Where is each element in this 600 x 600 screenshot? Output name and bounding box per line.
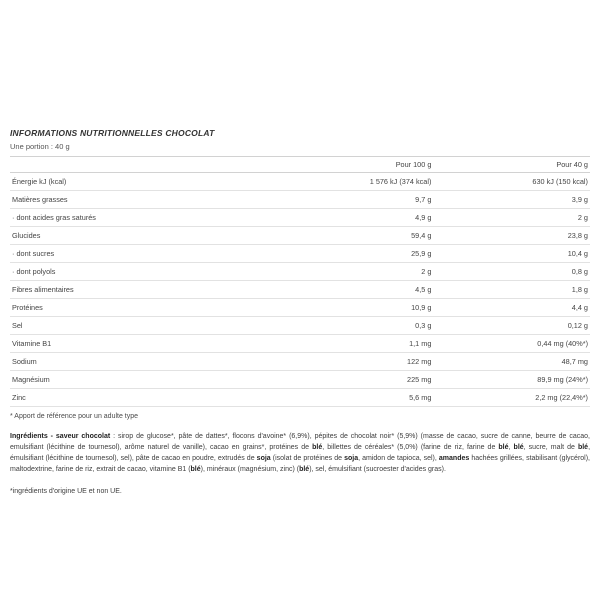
value-per-40g: 23,8 g xyxy=(433,227,590,245)
table-row xyxy=(10,299,590,317)
nutrient-name: Vitamine B1 xyxy=(10,335,277,353)
value-per-100g: 4,5 g xyxy=(277,281,434,299)
nutrition-facts-block xyxy=(10,128,590,420)
table-row xyxy=(10,335,590,353)
origin-note: *ingrédients d'origine UE et non UE. xyxy=(10,488,122,495)
value-per-100g: 10,9 g xyxy=(277,299,434,317)
value-per-40g: 4,4 g xyxy=(433,299,590,317)
value-per-40g: 2,2 mg (22,4%*) xyxy=(433,389,590,407)
nutrient-name: Sodium xyxy=(10,353,277,371)
nutrient-name: Zinc xyxy=(10,389,277,407)
value-per-40g: 3,9 g xyxy=(433,191,590,209)
value-per-40g: 48,7 mg xyxy=(433,353,590,371)
ingredients-paragraph xyxy=(10,432,590,475)
nutrition-table xyxy=(10,156,590,407)
nutrient-name: Fibres alimentaires xyxy=(10,281,277,299)
table-row xyxy=(10,209,590,227)
table-row xyxy=(10,353,590,371)
table-row xyxy=(10,281,590,299)
table-body xyxy=(10,173,590,407)
value-per-100g: 2 g xyxy=(277,263,434,281)
table-row xyxy=(10,317,590,335)
nutrient-name: · dont acides gras saturés xyxy=(10,209,277,227)
table-header-row xyxy=(10,157,590,173)
column-header-per-40g: Pour 40 g xyxy=(433,157,590,173)
nutrient-name: · dont polyols xyxy=(10,263,277,281)
value-per-100g: 59,4 g xyxy=(277,227,434,245)
value-per-40g: 89,9 mg (24%*) xyxy=(433,371,590,389)
value-per-40g: 0,8 g xyxy=(433,263,590,281)
reference-intake-footnote: * Apport de référence pour un adulte type xyxy=(10,413,139,420)
nutrient-name: · dont sucres xyxy=(10,245,277,263)
value-per-40g: 1,8 g xyxy=(433,281,590,299)
column-header-per-100g: Pour 100 g xyxy=(277,157,434,173)
nutrient-name: Matières grasses xyxy=(10,191,277,209)
table-header xyxy=(10,157,590,173)
value-per-40g: 630 kJ (150 kcal) xyxy=(433,173,590,191)
nutrient-name: Sel xyxy=(10,317,277,335)
value-per-100g: 25,9 g xyxy=(277,245,434,263)
value-per-100g: 0,3 g xyxy=(277,317,434,335)
ingredients-text: : sirop de glucose*, pâte de dattes*, flocons d'avoine* (6,9%), pépites de chocolat noir* (5,9%) (masse de cacao, sucre de canne, beurre de cacao, emulsifiant (lécithine de tournesol), arôme naturel de vanille), cacao en grains*, protéines de blé, billettes de céréales* (5,0%) (farine de riz, farine de blé, blé, sucre, malt de blé, émulsifiant (lécithine de tournesol), sel), pâte de cacao en poudre, extrudés de soja (isolat de protéines de soja, amidon de tapioca, sel), amandes hachées grillées, stabilisant (glycérol), maltodextrine, farine de riz, extrait de cacao, vitamine B1 (blé), minéraux (magnésium, zinc) (blé), sel, émulsifiant (sucroester d'acides gras). xyxy=(10,433,591,473)
column-header-nutrient xyxy=(10,157,277,173)
nutrient-name: Glucides xyxy=(10,227,277,245)
value-per-100g: 1,1 mg xyxy=(277,335,434,353)
value-per-40g: 0,12 g xyxy=(433,317,590,335)
table-row xyxy=(10,245,590,263)
table-row xyxy=(10,389,590,407)
value-per-100g: 225 mg xyxy=(277,371,434,389)
table-row xyxy=(10,191,590,209)
serving-size: Une portion : 40 g xyxy=(10,142,70,151)
table-row xyxy=(10,173,590,191)
table-row xyxy=(10,227,590,245)
value-per-40g: 2 g xyxy=(433,209,590,227)
value-per-100g: 9,7 g xyxy=(277,191,434,209)
value-per-100g: 4,9 g xyxy=(277,209,434,227)
value-per-40g: 0,44 mg (40%*) xyxy=(433,335,590,353)
nutrient-name: Magnésium xyxy=(10,371,277,389)
table-row xyxy=(10,371,590,389)
value-per-100g: 5,6 mg xyxy=(277,389,434,407)
nutrient-name: Énergie kJ (kcal) xyxy=(10,173,277,191)
value-per-100g: 122 mg xyxy=(277,353,434,371)
table-row xyxy=(10,263,590,281)
ingredients-label: Ingrédients - saveur chocolat xyxy=(10,433,111,440)
page-title: INFORMATIONS NUTRITIONNELLES CHOCOLAT xyxy=(10,128,215,138)
nutrient-name: Protéines xyxy=(10,299,277,317)
value-per-100g: 1 576 kJ (374 kcal) xyxy=(277,173,434,191)
value-per-40g: 10,4 g xyxy=(433,245,590,263)
